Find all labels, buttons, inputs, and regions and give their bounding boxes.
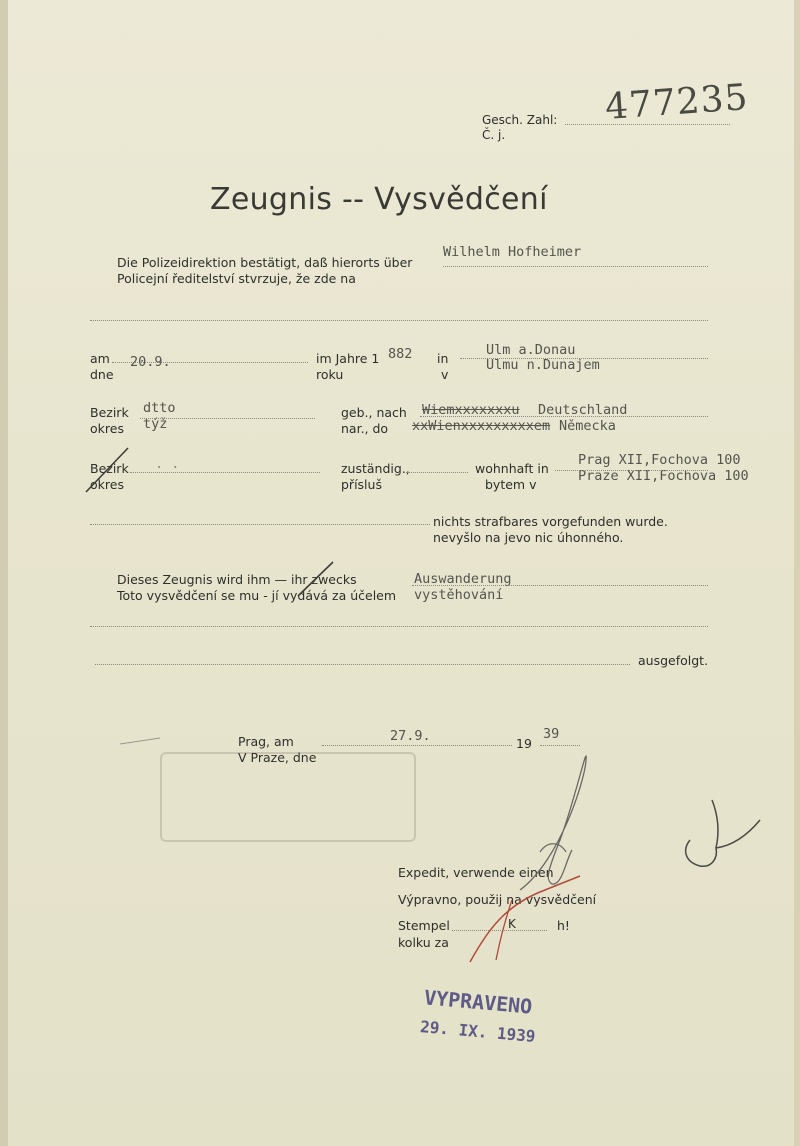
ausgefolgt-label: ausgefolgt. <box>638 653 709 668</box>
person-name: Wilhelm Hofheimer <box>443 244 582 260</box>
purpose-label-de: Dieses Zeugnis wird ihm — ihr zwecks <box>117 572 357 587</box>
faint-dash <box>120 738 160 744</box>
birth-year: 882 <box>388 346 413 362</box>
issued-year: 39 <box>543 726 560 742</box>
issued-place-de: Prag, am <box>238 734 294 749</box>
zust-label-de: zuständig., <box>341 461 410 476</box>
issued-place-cs: V Praze, dne <box>238 750 317 765</box>
geb-label-de: geb., nach <box>341 405 407 420</box>
red-pencil-stroke-2 <box>496 900 512 960</box>
zust-label-cs: přísluš <box>341 477 382 492</box>
purpose-ihr-strike <box>298 562 333 596</box>
birth-place-cs: Ulmu n.Dunajem <box>486 357 600 373</box>
stempel-label: Stempel <box>398 918 450 933</box>
district-label-de: Bezirk <box>90 405 129 420</box>
residence-strike-mark <box>86 448 128 492</box>
country-de: Deutschland <box>538 402 628 418</box>
struck-place-de: Wiemxxxxxxxu <box>422 402 520 418</box>
address-de: Prag XII,Fochova 100 <box>578 452 741 468</box>
residence-label-de: Bezirk <box>90 461 129 476</box>
expedit-line-2: Výpravno, použij na vysvědčení <box>398 892 597 907</box>
purpose-value-de: Auswanderung <box>414 571 512 587</box>
issued-year-prefix: 19 <box>516 736 532 751</box>
district-label-cs: okres <box>90 421 124 436</box>
margin-initials <box>686 820 760 866</box>
pencil-signature <box>520 756 586 890</box>
purpose-label-cs: Toto vysvědčení se mu - jí vydává za účelem <box>117 588 397 603</box>
residence-label-cs: okres <box>90 477 124 492</box>
ref-label-cs: Č. j. <box>482 128 506 142</box>
country-cs: Německa <box>559 418 616 434</box>
ref-number-handwritten: 477235 <box>603 77 750 128</box>
birth-year-label-cs: roku <box>316 367 344 382</box>
expedit-line-1: Expedit, verwende einen <box>398 865 554 880</box>
document-title: Zeugnis -- Vysvědčení <box>210 182 548 217</box>
birth-v-label: v <box>441 367 449 382</box>
margin-initials-stroke <box>712 800 718 848</box>
vypraveno-stamp-word: VYPRAVENO <box>423 985 534 1019</box>
birth-place-de: Ulm a.Donau <box>486 342 576 358</box>
intro-label-cs: Policejní ředitelství stvrzuje, že zde na <box>117 271 356 286</box>
vypraveno-stamp-date: 29. IX. 1939 <box>419 1016 537 1047</box>
birth-date: 20.9. <box>130 354 171 370</box>
finding-de: nichts strafbares vorgefunden wurde. <box>433 514 668 529</box>
birth-am-label: am <box>90 351 110 366</box>
birth-year-label-de: im Jahre 1 <box>316 351 380 366</box>
finding-cs: nevyšlo na jevo nic úhonného. <box>433 530 624 545</box>
address-cs: Praze XII,Fochova 100 <box>578 468 749 484</box>
birth-dne-label: dne <box>90 367 114 382</box>
birth-in-label: in <box>437 351 449 366</box>
stempel-h: h! <box>557 918 570 933</box>
stempel-k: K <box>508 917 516 931</box>
wohn-label-de: wohnhaft in <box>475 461 549 476</box>
struck-place-cs: xxWienxxxxxxxxxem <box>412 418 551 434</box>
district-value-de: dtto <box>143 400 176 416</box>
geb-label-cs: nar., do <box>341 421 389 436</box>
purpose-value-cs: vystěhování <box>414 587 504 603</box>
residence-value: . . <box>155 456 180 472</box>
kolku-label: kolku za <box>398 935 449 950</box>
issued-date: 27.9. <box>390 728 431 744</box>
district-value-cs: týž <box>143 416 168 432</box>
ref-label-de: Gesch. Zahl: <box>482 113 558 127</box>
wohn-label-cs: bytem v <box>485 477 537 492</box>
intro-label-de: Die Polizeidirektion bestätigt, daß hierorts über <box>117 255 413 270</box>
red-pencil-stroke <box>470 876 580 962</box>
